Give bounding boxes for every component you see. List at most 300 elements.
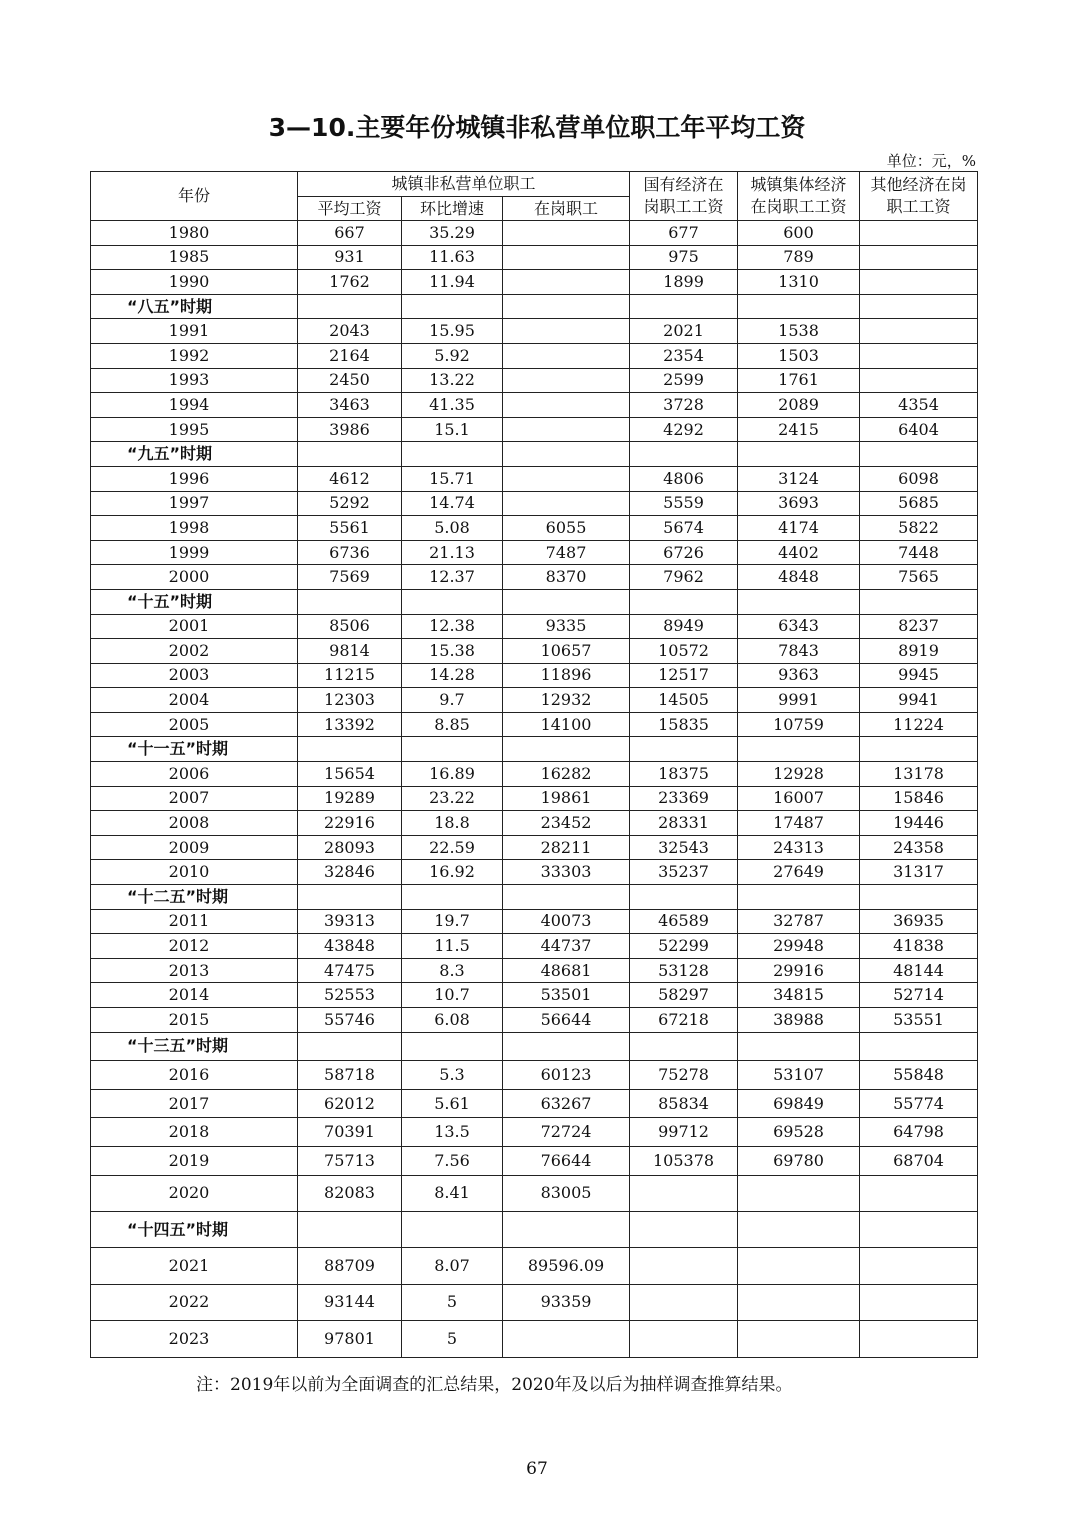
growth-cell: 6.08 [402,1008,503,1033]
growth-cell: 23.22 [402,786,503,811]
other-cell: 13178 [860,762,978,787]
state-cell: 2599 [630,368,738,393]
onpost-cell [503,466,630,491]
avg-cell: 6736 [298,540,402,565]
empty-cell [860,589,978,614]
year-cell: 2016 [91,1061,298,1090]
state-cell: 32543 [630,835,738,860]
coll-cell: 38988 [738,1008,860,1033]
table-row [91,1321,978,1357]
empty-cell [298,442,402,467]
avg-cell: 3986 [298,417,402,442]
avg-cell: 28093 [298,835,402,860]
coll-cell: 600 [738,221,860,246]
state-cell: 2354 [630,343,738,368]
coll-cell: 1310 [738,270,860,295]
other-cell [860,1248,978,1284]
onpost-cell: 33303 [503,860,630,885]
avg-cell: 70391 [298,1118,402,1147]
table-row [91,1175,978,1211]
year-cell: 1997 [91,491,298,516]
growth-cell: 22.59 [402,835,503,860]
state-cell: 5674 [630,516,738,541]
avg-cell: 52553 [298,983,402,1008]
period-label: “十四五”时期 [91,1211,298,1247]
year-cell: 2007 [91,786,298,811]
table-row [91,393,978,418]
empty-cell [298,294,402,319]
header-growth: 环比增速 [402,197,503,221]
year-cell: 2018 [91,1118,298,1147]
growth-cell: 41.35 [402,393,503,418]
other-cell [860,319,978,344]
coll-cell: 3693 [738,491,860,516]
empty-cell [860,1211,978,1247]
growth-cell: 21.13 [402,540,503,565]
state-cell: 4806 [630,466,738,491]
empty-cell [630,885,738,910]
growth-cell: 15.1 [402,417,503,442]
table-row [91,1061,978,1090]
coll-cell: 16007 [738,786,860,811]
empty-cell [402,737,503,762]
coll-cell [738,1175,860,1211]
other-cell [860,245,978,270]
avg-cell: 13392 [298,712,402,737]
onpost-cell [503,319,630,344]
year-cell: 2000 [91,565,298,590]
onpost-cell [503,491,630,516]
other-cell: 6404 [860,417,978,442]
year-cell: 2004 [91,688,298,713]
avg-cell: 9814 [298,639,402,664]
avg-cell: 2450 [298,368,402,393]
avg-cell: 8506 [298,614,402,639]
year-cell: 1980 [91,221,298,246]
state-cell: 677 [630,221,738,246]
coll-cell: 6343 [738,614,860,639]
onpost-cell: 28211 [503,835,630,860]
state-cell: 58297 [630,983,738,1008]
year-cell: 2013 [91,958,298,983]
coll-cell: 53107 [738,1061,860,1090]
state-cell: 23369 [630,786,738,811]
state-cell: 75278 [630,1061,738,1090]
growth-cell: 9.7 [402,688,503,713]
year-cell: 1999 [91,540,298,565]
table-row [91,712,978,737]
growth-cell: 8.85 [402,712,503,737]
onpost-cell: 93359 [503,1284,630,1320]
table-row [91,270,978,295]
state-cell: 7962 [630,565,738,590]
onpost-cell [503,221,630,246]
avg-cell: 22916 [298,811,402,836]
header-collective-text: 城镇集体经济在岗职工工资 [750,175,847,216]
empty-cell [298,1211,402,1247]
onpost-cell: 10657 [503,639,630,664]
table-row [91,688,978,713]
other-cell: 9941 [860,688,978,713]
empty-cell [738,589,860,614]
empty-cell [738,1032,860,1061]
growth-cell: 5 [402,1284,503,1320]
onpost-cell: 19861 [503,786,630,811]
coll-cell [738,1284,860,1320]
table-row [91,909,978,934]
coll-cell: 4174 [738,516,860,541]
avg-cell: 931 [298,245,402,270]
empty-cell [503,294,630,319]
empty-cell [630,737,738,762]
avg-cell: 2043 [298,319,402,344]
onpost-cell: 12932 [503,688,630,713]
avg-cell: 62012 [298,1089,402,1118]
avg-cell: 93144 [298,1284,402,1320]
state-cell: 35237 [630,860,738,885]
growth-cell: 16.89 [402,762,503,787]
empty-cell [402,1032,503,1061]
avg-cell: 39313 [298,909,402,934]
table-row [91,491,978,516]
growth-cell: 12.37 [402,565,503,590]
empty-cell [503,589,630,614]
header-avg-wage: 平均工资 [298,197,402,221]
year-cell: 2020 [91,1175,298,1211]
coll-cell: 27649 [738,860,860,885]
empty-cell [860,442,978,467]
coll-cell: 69849 [738,1089,860,1118]
year-cell: 2003 [91,663,298,688]
empty-cell [402,294,503,319]
empty-cell [298,737,402,762]
year-cell: 2019 [91,1146,298,1175]
other-cell: 24358 [860,835,978,860]
year-cell: 1998 [91,516,298,541]
state-cell: 15835 [630,712,738,737]
growth-cell: 11.94 [402,270,503,295]
coll-cell: 1503 [738,343,860,368]
empty-cell [503,885,630,910]
other-cell: 8237 [860,614,978,639]
table-row [91,983,978,1008]
avg-cell: 2164 [298,343,402,368]
onpost-cell: 14100 [503,712,630,737]
table-row [91,565,978,590]
avg-cell: 5561 [298,516,402,541]
onpost-cell: 53501 [503,983,630,1008]
table-row [91,934,978,959]
growth-cell: 13.5 [402,1118,503,1147]
coll-cell: 9991 [738,688,860,713]
coll-cell: 12928 [738,762,860,787]
period-row [91,442,978,467]
coll-cell [738,1321,860,1357]
empty-cell [738,442,860,467]
header-other-text: 其他经济在岗职工工资 [870,175,967,216]
empty-cell [630,1032,738,1061]
other-cell [860,1321,978,1357]
onpost-cell [503,368,630,393]
onpost-cell: 44737 [503,934,630,959]
onpost-cell: 89596.09 [503,1248,630,1284]
empty-cell [503,442,630,467]
empty-cell [860,294,978,319]
growth-cell: 8.07 [402,1248,503,1284]
header-other [860,172,978,221]
state-cell: 105378 [630,1146,738,1175]
other-cell: 31317 [860,860,978,885]
other-cell: 6098 [860,466,978,491]
other-cell [860,1175,978,1211]
other-cell: 53551 [860,1008,978,1033]
avg-cell: 19289 [298,786,402,811]
state-cell: 85834 [630,1089,738,1118]
year-cell: 2021 [91,1248,298,1284]
onpost-cell: 23452 [503,811,630,836]
state-cell: 1899 [630,270,738,295]
other-cell: 9945 [860,663,978,688]
period-label: “十三五”时期 [91,1032,298,1061]
period-label: “十二五”时期 [91,885,298,910]
coll-cell: 34815 [738,983,860,1008]
year-cell: 1994 [91,393,298,418]
empty-cell [503,1211,630,1247]
wage-table [90,171,978,1358]
coll-cell: 10759 [738,712,860,737]
onpost-cell: 83005 [503,1175,630,1211]
table-row [91,221,978,246]
empty-cell [630,442,738,467]
year-cell: 2022 [91,1284,298,1320]
table-row [91,835,978,860]
coll-cell: 69528 [738,1118,860,1147]
coll-cell: 3124 [738,466,860,491]
avg-cell: 11215 [298,663,402,688]
avg-cell: 4612 [298,466,402,491]
other-cell: 8919 [860,639,978,664]
onpost-cell [503,417,630,442]
period-row [91,885,978,910]
avg-cell: 75713 [298,1146,402,1175]
state-cell: 3728 [630,393,738,418]
growth-cell: 5.08 [402,516,503,541]
table-row [91,1008,978,1033]
other-cell: 4354 [860,393,978,418]
coll-cell: 789 [738,245,860,270]
growth-cell: 10.7 [402,983,503,1008]
avg-cell: 3463 [298,393,402,418]
period-row [91,294,978,319]
coll-cell: 2089 [738,393,860,418]
period-row [91,737,978,762]
header-collective [738,172,860,221]
table-row [91,1146,978,1175]
header-on-post: 在岗职工 [503,197,630,221]
table-row [91,860,978,885]
growth-cell: 15.71 [402,466,503,491]
header-non-private-group: 城镇非私营单位职工 [298,172,630,197]
table-row [91,466,978,491]
empty-cell [402,885,503,910]
table-row [91,614,978,639]
avg-cell: 15654 [298,762,402,787]
coll-cell: 17487 [738,811,860,836]
other-cell: 48144 [860,958,978,983]
onpost-cell: 76644 [503,1146,630,1175]
coll-cell: 32787 [738,909,860,934]
onpost-cell: 48681 [503,958,630,983]
table-row [91,343,978,368]
onpost-cell: 8370 [503,565,630,590]
table-row [91,1284,978,1320]
other-cell: 41838 [860,934,978,959]
table-row [91,245,978,270]
other-cell [860,1284,978,1320]
onpost-cell [503,245,630,270]
table-row [91,958,978,983]
year-cell: 2015 [91,1008,298,1033]
other-cell: 19446 [860,811,978,836]
avg-cell: 55746 [298,1008,402,1033]
state-cell: 53128 [630,958,738,983]
state-cell: 46589 [630,909,738,934]
year-cell: 2005 [91,712,298,737]
other-cell: 15846 [860,786,978,811]
table-row [91,762,978,787]
growth-cell: 16.92 [402,860,503,885]
growth-cell: 19.7 [402,909,503,934]
table-row [91,786,978,811]
year-cell: 2023 [91,1321,298,1357]
table-row [91,1118,978,1147]
year-cell: 2006 [91,762,298,787]
year-cell: 1985 [91,245,298,270]
state-cell: 28331 [630,811,738,836]
empty-cell [503,737,630,762]
empty-cell [738,294,860,319]
year-cell: 1991 [91,319,298,344]
avg-cell: 88709 [298,1248,402,1284]
avg-cell: 47475 [298,958,402,983]
empty-cell [738,1211,860,1247]
other-cell: 7448 [860,540,978,565]
growth-cell: 15.38 [402,639,503,664]
year-cell: 1996 [91,466,298,491]
table-row [91,417,978,442]
empty-cell [298,589,402,614]
coll-cell: 4402 [738,540,860,565]
coll-cell: 7843 [738,639,860,664]
state-cell: 2021 [630,319,738,344]
avg-cell: 7569 [298,565,402,590]
table-row [91,516,978,541]
table-row [91,663,978,688]
table-row [91,368,978,393]
state-cell: 99712 [630,1118,738,1147]
coll-cell: 24313 [738,835,860,860]
coll-cell: 9363 [738,663,860,688]
table-row [91,1248,978,1284]
year-cell: 2010 [91,860,298,885]
state-cell [630,1248,738,1284]
empty-cell [860,737,978,762]
header-state-owned-text: 国有经济在岗职工工资 [643,175,724,216]
onpost-cell: 60123 [503,1061,630,1090]
year-cell: 1990 [91,270,298,295]
empty-cell [738,885,860,910]
empty-cell [402,589,503,614]
other-cell: 52714 [860,983,978,1008]
state-cell: 67218 [630,1008,738,1033]
state-cell: 18375 [630,762,738,787]
state-cell: 52299 [630,934,738,959]
year-cell: 2017 [91,1089,298,1118]
avg-cell: 97801 [298,1321,402,1357]
header-state-owned [630,172,738,221]
period-label: “十一五”时期 [91,737,298,762]
period-label: “九五”时期 [91,442,298,467]
growth-cell: 12.38 [402,614,503,639]
growth-cell: 8.41 [402,1175,503,1211]
period-label: “十五”时期 [91,589,298,614]
period-row [91,1211,978,1247]
year-cell: 2002 [91,639,298,664]
empty-cell [402,1211,503,1247]
empty-cell [630,294,738,319]
onpost-cell: 9335 [503,614,630,639]
period-row [91,1032,978,1061]
onpost-cell [503,343,630,368]
coll-cell: 1761 [738,368,860,393]
onpost-cell: 7487 [503,540,630,565]
avg-cell: 82083 [298,1175,402,1211]
onpost-cell: 63267 [503,1089,630,1118]
avg-cell: 12303 [298,688,402,713]
onpost-cell [503,393,630,418]
state-cell: 12517 [630,663,738,688]
avg-cell: 5292 [298,491,402,516]
growth-cell: 5.3 [402,1061,503,1090]
empty-cell [630,1211,738,1247]
header-year: 年份 [91,172,298,221]
year-cell: 2008 [91,811,298,836]
avg-cell: 1762 [298,270,402,295]
state-cell: 4292 [630,417,738,442]
growth-cell: 8.3 [402,958,503,983]
state-cell: 6726 [630,540,738,565]
other-cell [860,221,978,246]
onpost-cell: 16282 [503,762,630,787]
year-cell: 1992 [91,343,298,368]
other-cell: 68704 [860,1146,978,1175]
year-cell: 2009 [91,835,298,860]
state-cell: 14505 [630,688,738,713]
other-cell: 11224 [860,712,978,737]
growth-cell: 14.28 [402,663,503,688]
period-label: “八五”时期 [91,294,298,319]
coll-cell: 2415 [738,417,860,442]
other-cell: 5685 [860,491,978,516]
growth-cell: 18.8 [402,811,503,836]
empty-cell [630,589,738,614]
year-cell: 2001 [91,614,298,639]
coll-cell: 4848 [738,565,860,590]
table-row [91,1089,978,1118]
empty-cell [738,737,860,762]
avg-cell: 58718 [298,1061,402,1090]
table-row [91,540,978,565]
